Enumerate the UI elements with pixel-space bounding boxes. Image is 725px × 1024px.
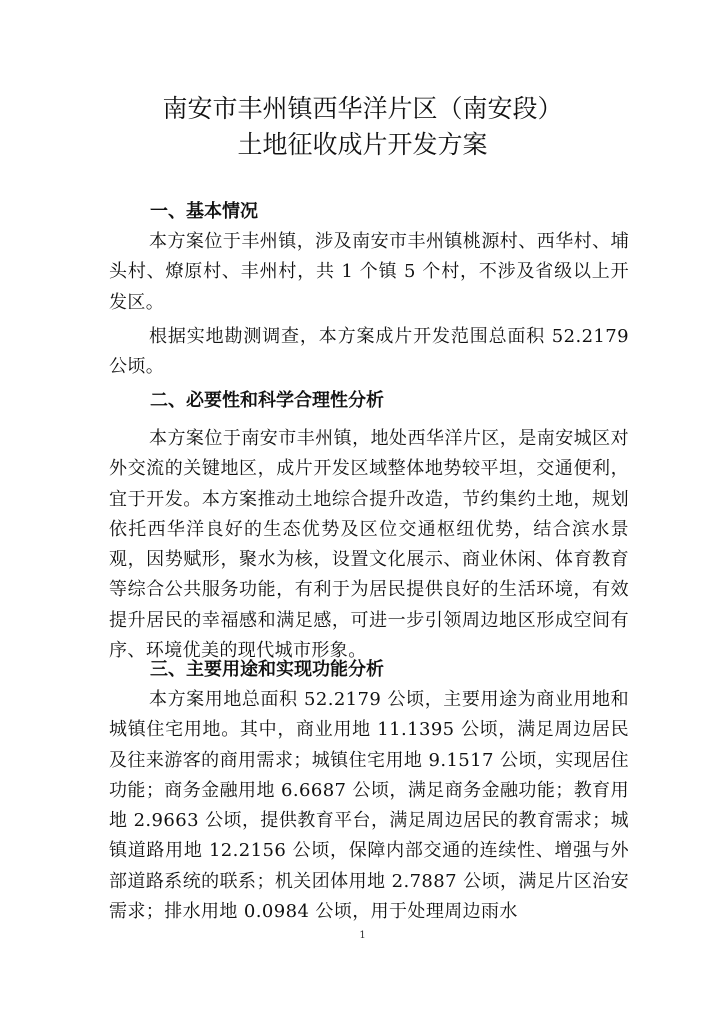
section-3-paragraph-1: 本方案用地总面积 52.2179 公顷，主要用途为商业用地和城镇住宅用地。其中，商业用地 11.1395 公顷，满足周边居民及往来游客的商用需求；城镇住宅用地 9.1517 公顷，实现居住功能；商务金融用地 6.6687 公顷，满足商务金融功能；教育用地 2.9663 公顷，提供教育平台，满足周边居民的教育需求；城镇道路用地 12.2156 公顷，保障内部交通的连续性、增强与外部道路系统的联系；机关团体用地 2.7887 公顷，满足片区治安需求；排水用地 0.0984 公顷，用于处理周边雨水 [109, 689, 629, 923]
section-2-paragraph-1: 本方案位于南安市丰州镇，地处西华洋片区，是南安城区对外交流的关键地区，成片开发区域整体地势较平坦，交通便利，宜于开发。本方案推动土地综合提升改造，节约集约土地，规划依托西华洋良好的生态优势及区位交通枢纽优势，结合滨水景观，因势赋形，聚水为核，设置文化展示、商业休闲、体育教育等综合公共服务功能，有利于为居民提供良好的生活环境，有效提升居民的幸福感和满足感，可进一步引领周边地区形成空间有序、环境优美的现代城市形象。 [109, 428, 629, 662]
section-heading-necessity-analysis: 二、必要性和科学合理性分析 [150, 390, 384, 411]
document-title-line-2: 土地征收成片开发方案 [237, 130, 488, 159]
section-1-paragraph-2: 根据实地勘测调查，本方案成片开发范围总面积 52.2179 公顷。 [109, 326, 629, 378]
document-title-line-1: 南安市丰州镇西华洋片区（南安段） [162, 94, 563, 123]
section-heading-usage-analysis: 三、主要用途和实现功能分析 [150, 659, 384, 680]
section-heading-basic-info: 一、基本情况 [150, 201, 258, 222]
section-1-paragraph-1: 本方案位于丰州镇，涉及南安市丰州镇桃源村、西华村、埔头村、燎原村、丰州村，共 1 个镇 5 个村，不涉及省级以上开发区。 [109, 231, 629, 313]
page-number: 1 [359, 930, 366, 941]
